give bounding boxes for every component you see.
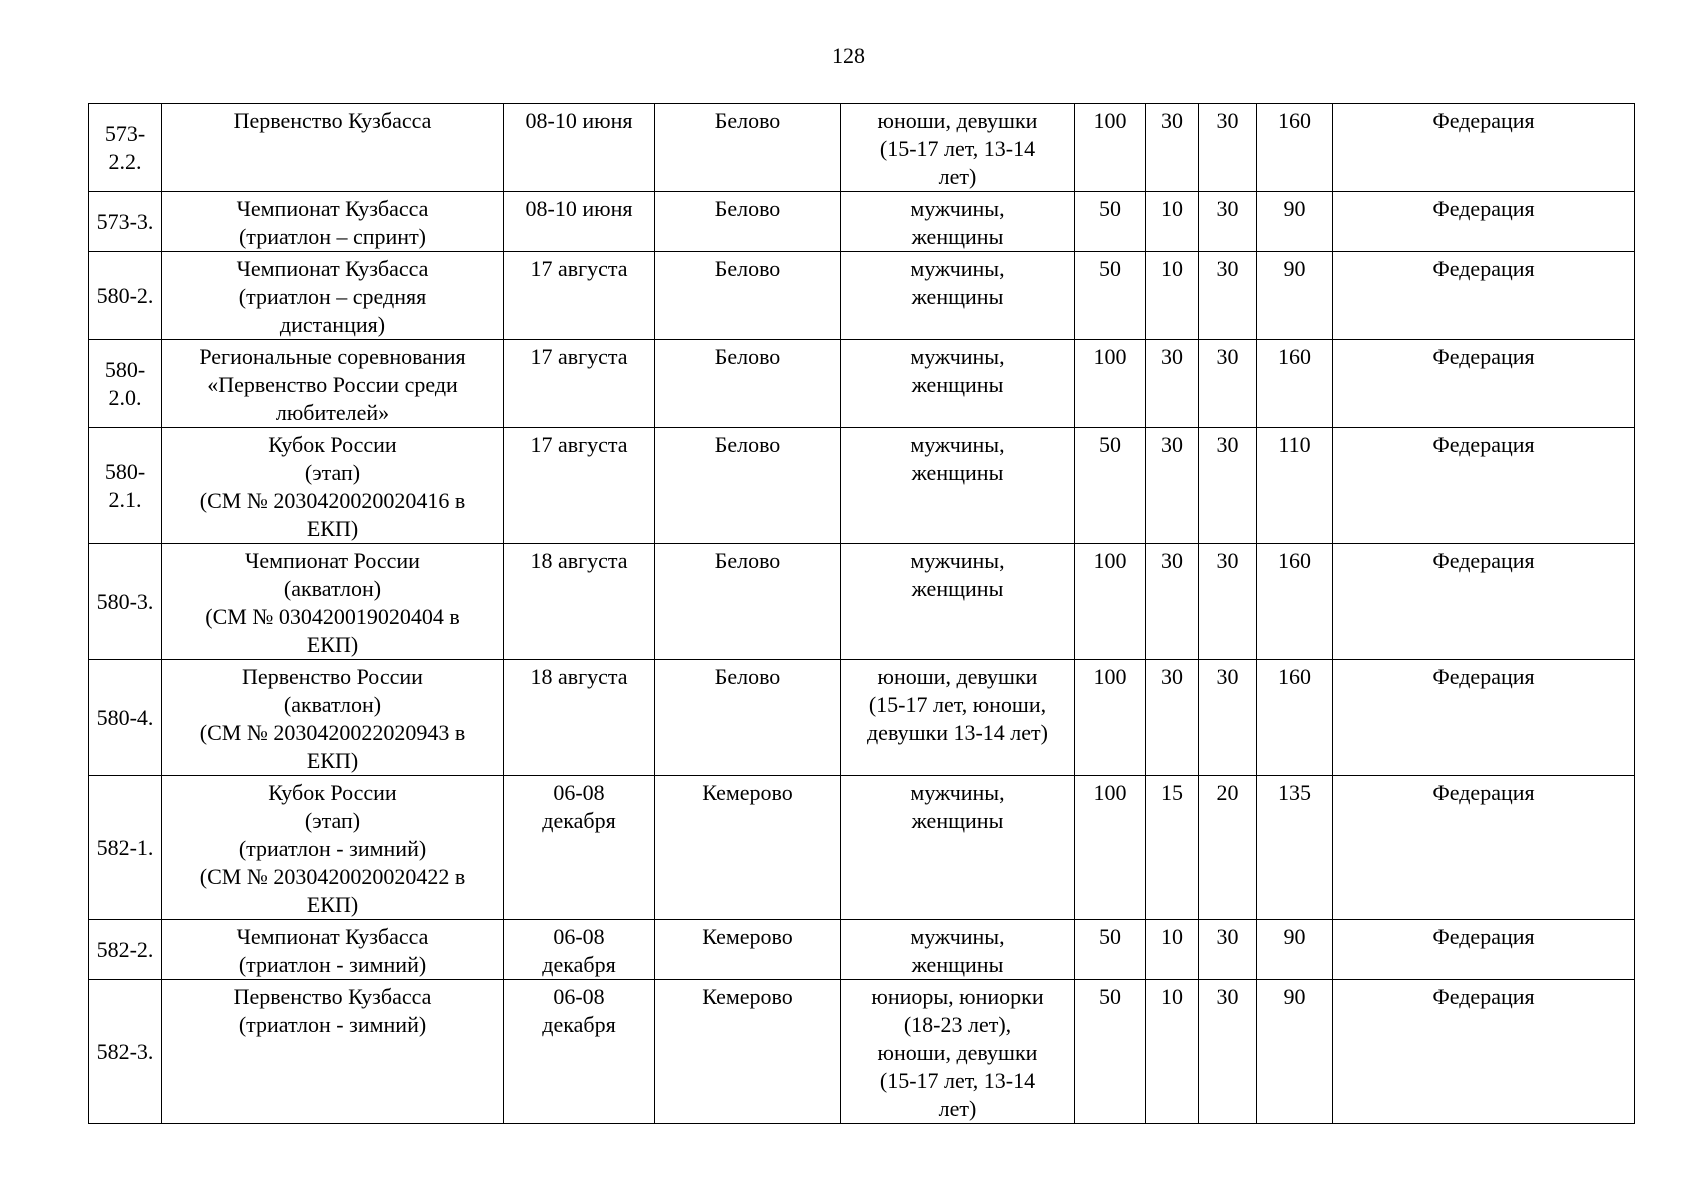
event-number: 580-3. bbox=[89, 544, 162, 660]
event-number: 582-3. bbox=[89, 980, 162, 1124]
event-participants: мужчины, женщины bbox=[841, 544, 1075, 660]
count-cell: 30 bbox=[1146, 104, 1199, 192]
event-number: 580-4. bbox=[89, 660, 162, 776]
event-date: 06-08 декабря bbox=[504, 776, 655, 920]
event-organizer: Федерация bbox=[1333, 340, 1635, 428]
event-number: 580- 2.1. bbox=[89, 428, 162, 544]
count-cell: 30 bbox=[1146, 340, 1199, 428]
event-name: Первенство Кузбасса (триатлон - зимний) bbox=[162, 980, 504, 1124]
event-name: Региональные соревнования «Первенство России среди любителей» bbox=[162, 340, 504, 428]
table-row bbox=[89, 192, 1635, 252]
event-date: 08-10 июня bbox=[504, 192, 655, 252]
event-place: Белово bbox=[655, 104, 841, 192]
event-participants: юноши, девушки (15-17 лет, юноши, девушки 13-14 лет) bbox=[841, 660, 1075, 776]
count-cell: 30 bbox=[1199, 920, 1257, 980]
table-row bbox=[89, 340, 1635, 428]
table-row bbox=[89, 660, 1635, 776]
count-cell: 100 bbox=[1075, 104, 1146, 192]
count-total: 90 bbox=[1257, 980, 1333, 1124]
count-cell: 50 bbox=[1075, 920, 1146, 980]
count-cell: 30 bbox=[1199, 340, 1257, 428]
event-date: 17 августа bbox=[504, 252, 655, 340]
count-cell: 30 bbox=[1199, 252, 1257, 340]
event-name: Чемпионат Кузбасса (триатлон – спринт) bbox=[162, 192, 504, 252]
event-participants: мужчины, женщины bbox=[841, 428, 1075, 544]
count-cell: 30 bbox=[1199, 104, 1257, 192]
count-total: 90 bbox=[1257, 920, 1333, 980]
event-participants: юноши, девушки (15-17 лет, 13-14 лет) bbox=[841, 104, 1075, 192]
page-number: 128 bbox=[832, 43, 865, 68]
event-place: Белово bbox=[655, 192, 841, 252]
count-total: 160 bbox=[1257, 660, 1333, 776]
count-cell: 30 bbox=[1146, 544, 1199, 660]
count-total: 160 bbox=[1257, 340, 1333, 428]
table-row bbox=[89, 428, 1635, 544]
count-cell: 100 bbox=[1075, 776, 1146, 920]
event-participants: мужчины, женщины bbox=[841, 920, 1075, 980]
count-cell: 30 bbox=[1199, 192, 1257, 252]
event-date: 18 августа bbox=[504, 660, 655, 776]
event-participants: мужчины, женщины bbox=[841, 340, 1075, 428]
event-organizer: Федерация bbox=[1333, 660, 1635, 776]
event-participants: мужчины, женщины bbox=[841, 192, 1075, 252]
count-cell: 100 bbox=[1075, 660, 1146, 776]
event-organizer: Федерация bbox=[1333, 428, 1635, 544]
count-cell: 30 bbox=[1199, 660, 1257, 776]
event-place: Белово bbox=[655, 544, 841, 660]
events-table bbox=[88, 103, 1635, 1124]
count-cell: 100 bbox=[1075, 544, 1146, 660]
event-date: 18 августа bbox=[504, 544, 655, 660]
event-place: Кемерово bbox=[655, 920, 841, 980]
count-total: 160 bbox=[1257, 104, 1333, 192]
count-cell: 20 bbox=[1199, 776, 1257, 920]
event-number: 580-2. bbox=[89, 252, 162, 340]
count-cell: 10 bbox=[1146, 980, 1199, 1124]
event-number: 573-3. bbox=[89, 192, 162, 252]
event-number: 582-1. bbox=[89, 776, 162, 920]
table-row bbox=[89, 252, 1635, 340]
event-organizer: Федерация bbox=[1333, 544, 1635, 660]
event-name: Чемпионат Кузбасса (триатлон - зимний) bbox=[162, 920, 504, 980]
count-cell: 15 bbox=[1146, 776, 1199, 920]
event-name: Чемпионат России (акватлон) (СМ № 030420019020404 в ЕКП) bbox=[162, 544, 504, 660]
event-name: Чемпионат Кузбасса (триатлон – средняя дистанция) bbox=[162, 252, 504, 340]
count-cell: 50 bbox=[1075, 980, 1146, 1124]
event-organizer: Федерация bbox=[1333, 104, 1635, 192]
table-row bbox=[89, 920, 1635, 980]
count-cell: 10 bbox=[1146, 192, 1199, 252]
event-name: Первенство Кузбасса bbox=[162, 104, 504, 192]
event-name: Кубок России (этап) (триатлон - зимний) (СМ № 2030420020020422 в ЕКП) bbox=[162, 776, 504, 920]
event-place: Кемерово bbox=[655, 776, 841, 920]
count-total: 135 bbox=[1257, 776, 1333, 920]
count-total: 160 bbox=[1257, 544, 1333, 660]
table-row bbox=[89, 980, 1635, 1124]
event-place: Белово bbox=[655, 340, 841, 428]
event-place: Белово bbox=[655, 660, 841, 776]
event-participants: мужчины, женщины bbox=[841, 252, 1075, 340]
count-total: 110 bbox=[1257, 428, 1333, 544]
event-organizer: Федерация bbox=[1333, 192, 1635, 252]
count-cell: 30 bbox=[1199, 980, 1257, 1124]
event-date: 06-08 декабря bbox=[504, 980, 655, 1124]
count-cell: 100 bbox=[1075, 340, 1146, 428]
count-cell: 10 bbox=[1146, 252, 1199, 340]
count-total: 90 bbox=[1257, 192, 1333, 252]
count-cell: 30 bbox=[1146, 428, 1199, 544]
event-date: 17 августа bbox=[504, 340, 655, 428]
event-organizer: Федерация bbox=[1333, 980, 1635, 1124]
table-row bbox=[89, 776, 1635, 920]
event-number: 582-2. bbox=[89, 920, 162, 980]
event-place: Кемерово bbox=[655, 980, 841, 1124]
count-cell: 10 bbox=[1146, 920, 1199, 980]
count-cell: 30 bbox=[1199, 428, 1257, 544]
event-organizer: Федерация bbox=[1333, 252, 1635, 340]
count-cell: 30 bbox=[1146, 660, 1199, 776]
count-cell: 30 bbox=[1199, 544, 1257, 660]
table-row bbox=[89, 544, 1635, 660]
event-number: 573- 2.2. bbox=[89, 104, 162, 192]
event-participants: юниоры, юниорки (18-23 лет), юноши, девушки (15-17 лет, 13-14 лет) bbox=[841, 980, 1075, 1124]
event-organizer: Федерация bbox=[1333, 776, 1635, 920]
count-total: 90 bbox=[1257, 252, 1333, 340]
event-participants: мужчины, женщины bbox=[841, 776, 1075, 920]
event-name: Кубок России (этап) (СМ № 2030420020020416 в ЕКП) bbox=[162, 428, 504, 544]
event-name: Первенство России (акватлон) (СМ № 2030420022020943 в ЕКП) bbox=[162, 660, 504, 776]
event-organizer: Федерация bbox=[1333, 920, 1635, 980]
count-cell: 50 bbox=[1075, 192, 1146, 252]
table-row bbox=[89, 104, 1635, 192]
count-cell: 50 bbox=[1075, 428, 1146, 544]
event-number: 580- 2.0. bbox=[89, 340, 162, 428]
event-date: 06-08 декабря bbox=[504, 920, 655, 980]
event-date: 17 августа bbox=[504, 428, 655, 544]
count-cell: 50 bbox=[1075, 252, 1146, 340]
event-place: Белово bbox=[655, 428, 841, 544]
event-place: Белово bbox=[655, 252, 841, 340]
event-date: 08-10 июня bbox=[504, 104, 655, 192]
